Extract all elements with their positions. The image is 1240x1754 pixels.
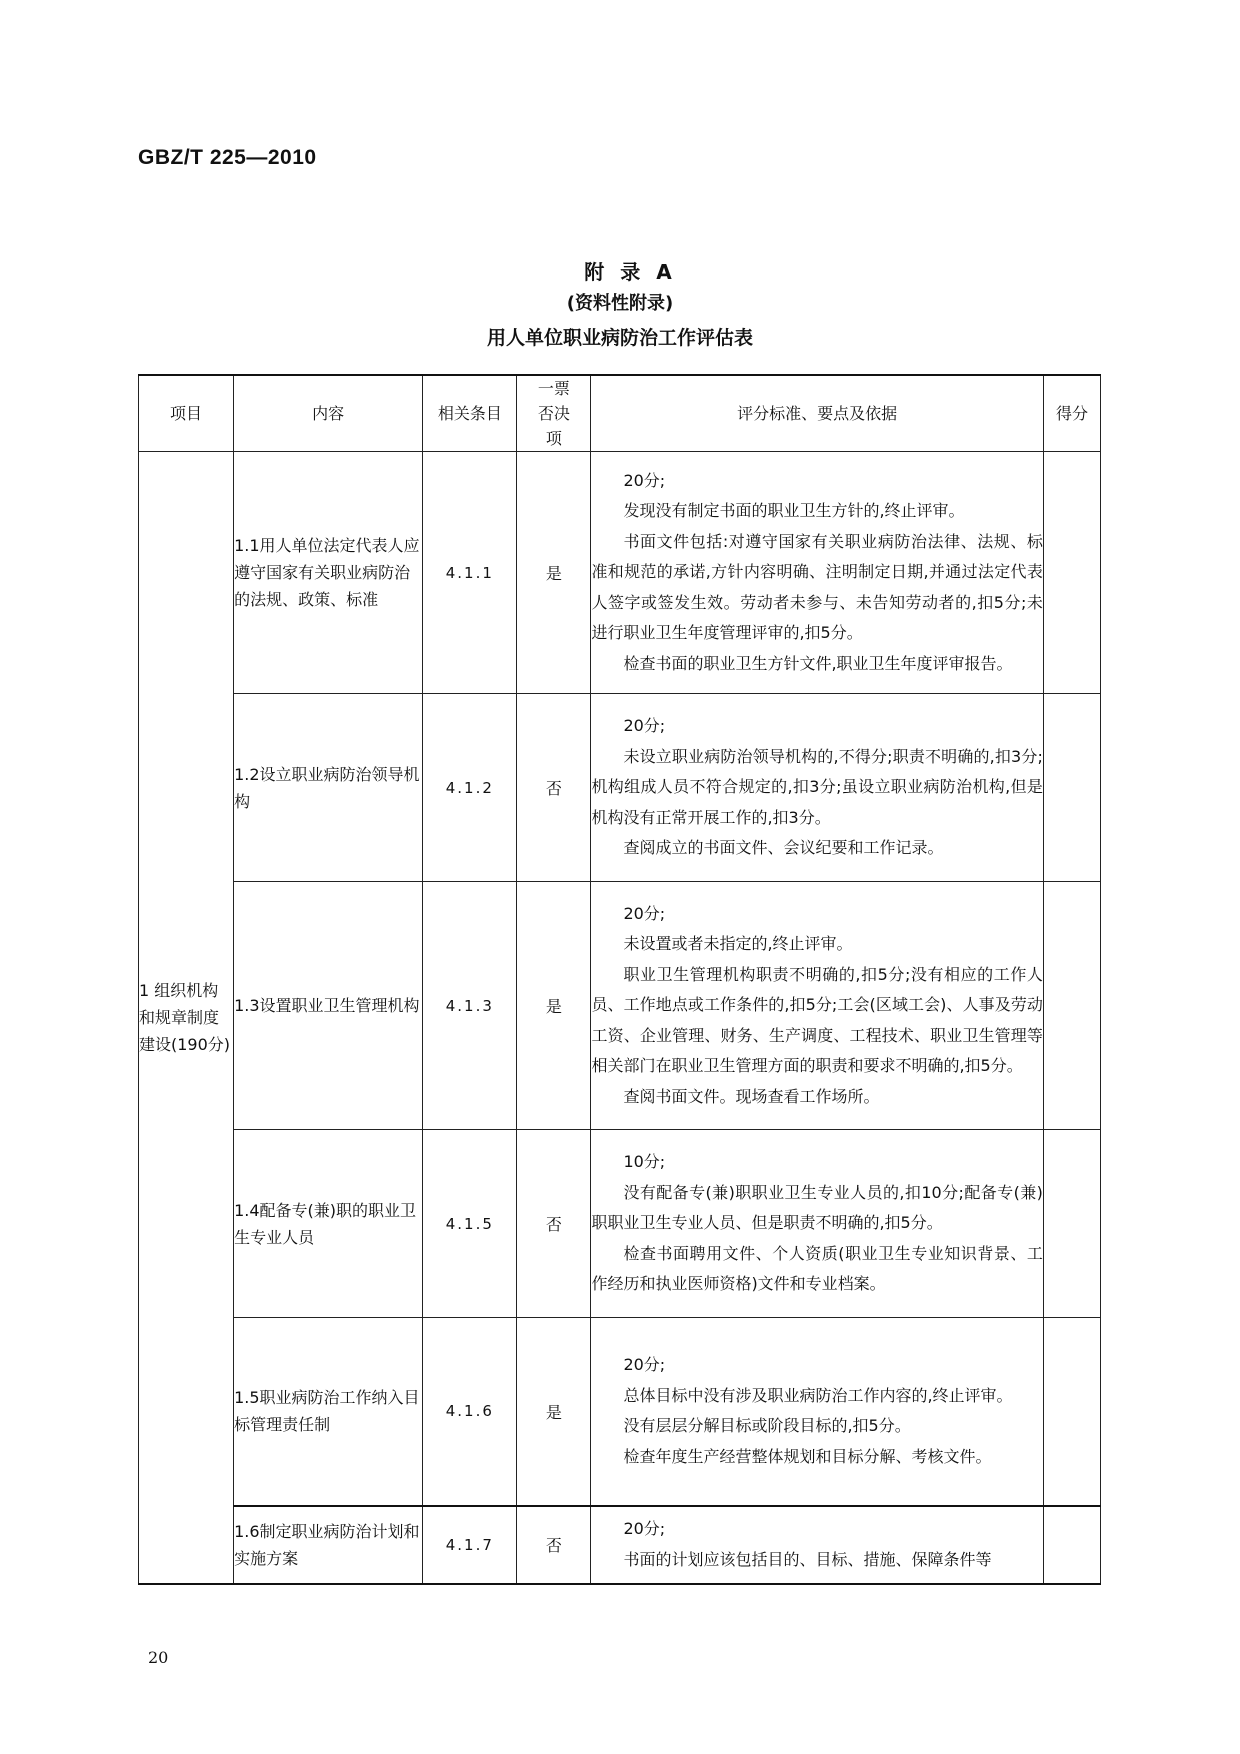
content-cell: 1.1用人单位法定代表人应遵守国家有关职业病防治的法规、政策、标准 [234, 452, 423, 694]
table-row [139, 694, 1101, 882]
content-cell: 1.5职业病防治工作纳入目标管理责任制 [234, 1318, 423, 1506]
clause-cell: 4.1.3 [423, 882, 517, 1130]
col-header-criteria: 评分标准、要点及依据 [591, 375, 1043, 452]
score-cell [1043, 452, 1100, 694]
content-cell: 1.3设置职业卫生管理机构 [234, 882, 423, 1130]
criteria-line: 20分; [623, 1355, 666, 1375]
criteria-cell [591, 1506, 1043, 1584]
criteria-line: 未设置或者未指定的,终止评审。 [623, 934, 853, 954]
score-cell [1043, 1506, 1100, 1584]
table-title: 用人单位职业病防治工作评估表 [486, 327, 753, 349]
table-row [139, 1318, 1101, 1506]
veto-cell: 否 [517, 1506, 591, 1584]
table-row [139, 1506, 1101, 1584]
assessment-table [138, 374, 1101, 1585]
table-row [139, 1130, 1101, 1318]
criteria-line: 发现没有制定书面的职业卫生方针的,终止评审。 [623, 501, 965, 521]
page-number: 20 [148, 1648, 169, 1667]
criteria-cell [591, 1318, 1043, 1506]
col-header-content: 内容 [234, 375, 423, 452]
criteria-line: 书面的计划应该包括目的、目标、措施、保障条件等 [623, 1549, 992, 1569]
veto-cell: 否 [517, 1130, 591, 1318]
criteria-line: 未设立职业病防治领导机构的,不得分;职责不明确的,扣3分;机构组成人员不符合规定的,扣3分;虽设立职业病防治机构,但是机构没有正常开展工作的,扣3分。 [591, 746, 1043, 827]
table-row [139, 452, 1101, 694]
criteria-line: 总体目标中没有涉及职业病防治工作内容的,终止评审。 [623, 1385, 1013, 1405]
criteria-line: 查阅成立的书面文件、会议纪要和工作记录。 [623, 838, 944, 858]
col-header-item: 项目 [139, 375, 234, 452]
appendix-title: 附录A [584, 260, 688, 284]
content-cell: 1.6制定职业病防治计划和实施方案 [234, 1506, 423, 1584]
criteria-line: 书面文件包括:对遵守国家有关职业病防治法律、法规、标准和规范的承诺,方针内容明确、注明制定日期,并通过法定代表人签字或签发生效。劳动者未参与、未告知劳动者的,扣5分;未进行职业卫生年度管理评审的,扣5分。 [591, 531, 1043, 643]
criteria-line: 20分; [623, 903, 666, 923]
criteria-line: 检查书面聘用文件、个人资质(职业卫生专业知识背景、工作经历和执业医师资格)文件和专业档案。 [591, 1243, 1043, 1294]
score-cell [1043, 694, 1100, 882]
content-cell: 1.4配备专(兼)职的职业卫生专业人员 [234, 1130, 423, 1318]
content-cell: 1.2设立职业病防治领导机构 [234, 694, 423, 882]
score-cell [1043, 882, 1100, 1130]
criteria-cell [591, 452, 1043, 694]
criteria-line: 没有层层分解目标或阶段目标的,扣5分。 [623, 1416, 911, 1436]
clause-cell: 4.1.7 [423, 1506, 517, 1584]
clause-cell: 4.1.5 [423, 1130, 517, 1318]
veto-cell: 是 [517, 1318, 591, 1506]
veto-cell: 否 [517, 694, 591, 882]
criteria-line: 检查书面的职业卫生方针文件,职业卫生年度评审报告。 [623, 653, 1013, 673]
veto-cell: 是 [517, 882, 591, 1130]
col-header-score: 得分 [1043, 375, 1100, 452]
criteria-cell [591, 694, 1043, 882]
veto-cell: 是 [517, 452, 591, 694]
criteria-line: 10分; [623, 1152, 666, 1172]
criteria-cell [591, 1130, 1043, 1318]
clause-cell: 4.1.2 [423, 694, 517, 882]
score-cell [1043, 1130, 1100, 1318]
criteria-line: 20分; [623, 716, 666, 736]
criteria-line: 20分; [623, 470, 666, 490]
table-row [139, 882, 1101, 1130]
criteria-line: 检查年度生产经营整体规划和目标分解、考核文件。 [623, 1446, 992, 1466]
criteria-line: 查阅书面文件。现场查看工作场所。 [623, 1086, 880, 1106]
criteria-line: 20分; [623, 1519, 666, 1538]
criteria-line: 没有配备专(兼)职职业卫生专业人员的,扣10分;配备专(兼)职职业卫生专业人员、但是职责不明确的,扣5分。 [591, 1182, 1043, 1233]
table-header-row [139, 375, 1101, 452]
criteria-line: 职业卫生管理机构职责不明确的,扣5分;没有相应的工作人员、工作地点或工作条件的,扣5分;工会(区域工会)、人事及劳动工资、企业管理、财务、生产调度、工程技术、职业卫生管理等相关部门在职业卫生管理方面的职责和要求不明确的,扣5分。 [591, 964, 1043, 1076]
standard-code: GBZ/T 225—2010 [138, 146, 317, 169]
clause-cell: 4.1.1 [423, 452, 517, 694]
col-header-veto: 一票否决项 [517, 375, 591, 452]
appendix-type: (资料性附录) [566, 293, 674, 314]
clause-cell: 4.1.6 [423, 1318, 517, 1506]
col-header-clause: 相关条目 [423, 375, 517, 452]
score-cell [1043, 1318, 1100, 1506]
item-cell: 1 组织机构和规章制度建设(190分) [139, 452, 234, 1584]
criteria-cell [591, 882, 1043, 1130]
